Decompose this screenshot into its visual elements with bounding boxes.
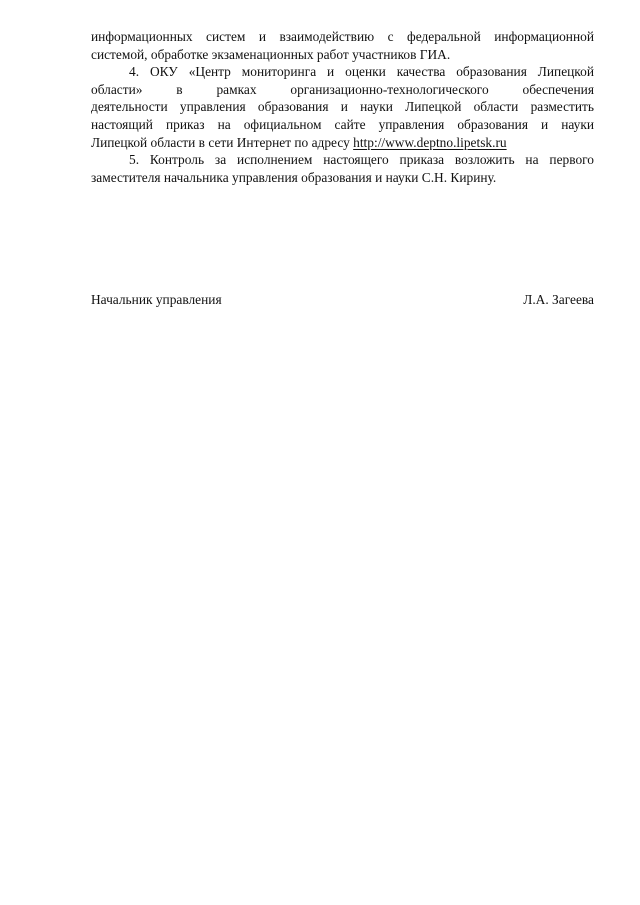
document-body — [91, 28, 594, 186]
paragraph-4-line-2: области» в рамках организационно-технологического обеспечения — [91, 81, 594, 97]
paragraph-4-line-1: 4. ОКУ «Центр мониторинга и оценки качества образования Липецкой — [129, 64, 594, 80]
paragraph-3-line-1: информационных систем и взаимодействию с федеральной информационной — [91, 29, 594, 44]
website-link[interactable]: http://www.deptno.lipetsk.ru — [353, 134, 507, 150]
paragraph-5-line-2: заместителя начальника управления образования и науки С.Н. Кирину. — [91, 169, 497, 185]
paragraph-5-line-1: 5. Контроль за исполнением настоящего приказа возложить на первого — [129, 152, 594, 168]
signatory-position: Начальник управления — [91, 292, 222, 307]
paragraph-4-line-3: деятельности управления образования и науки Липецкой области разместить — [91, 99, 594, 115]
paragraph-3-line-2: системой, обработке экзаменационных работ участников ГИА. — [91, 46, 451, 62]
paragraph-4-line-5 — [91, 134, 594, 152]
paragraph-4-line-4: настоящий приказ на официальном сайте управления образования и науки — [91, 116, 594, 132]
paragraph-4-line-5-text: Липецкой области в сети Интернет по адресу — [91, 134, 354, 150]
signatory-name: Л.А. Загеева — [523, 292, 594, 307]
